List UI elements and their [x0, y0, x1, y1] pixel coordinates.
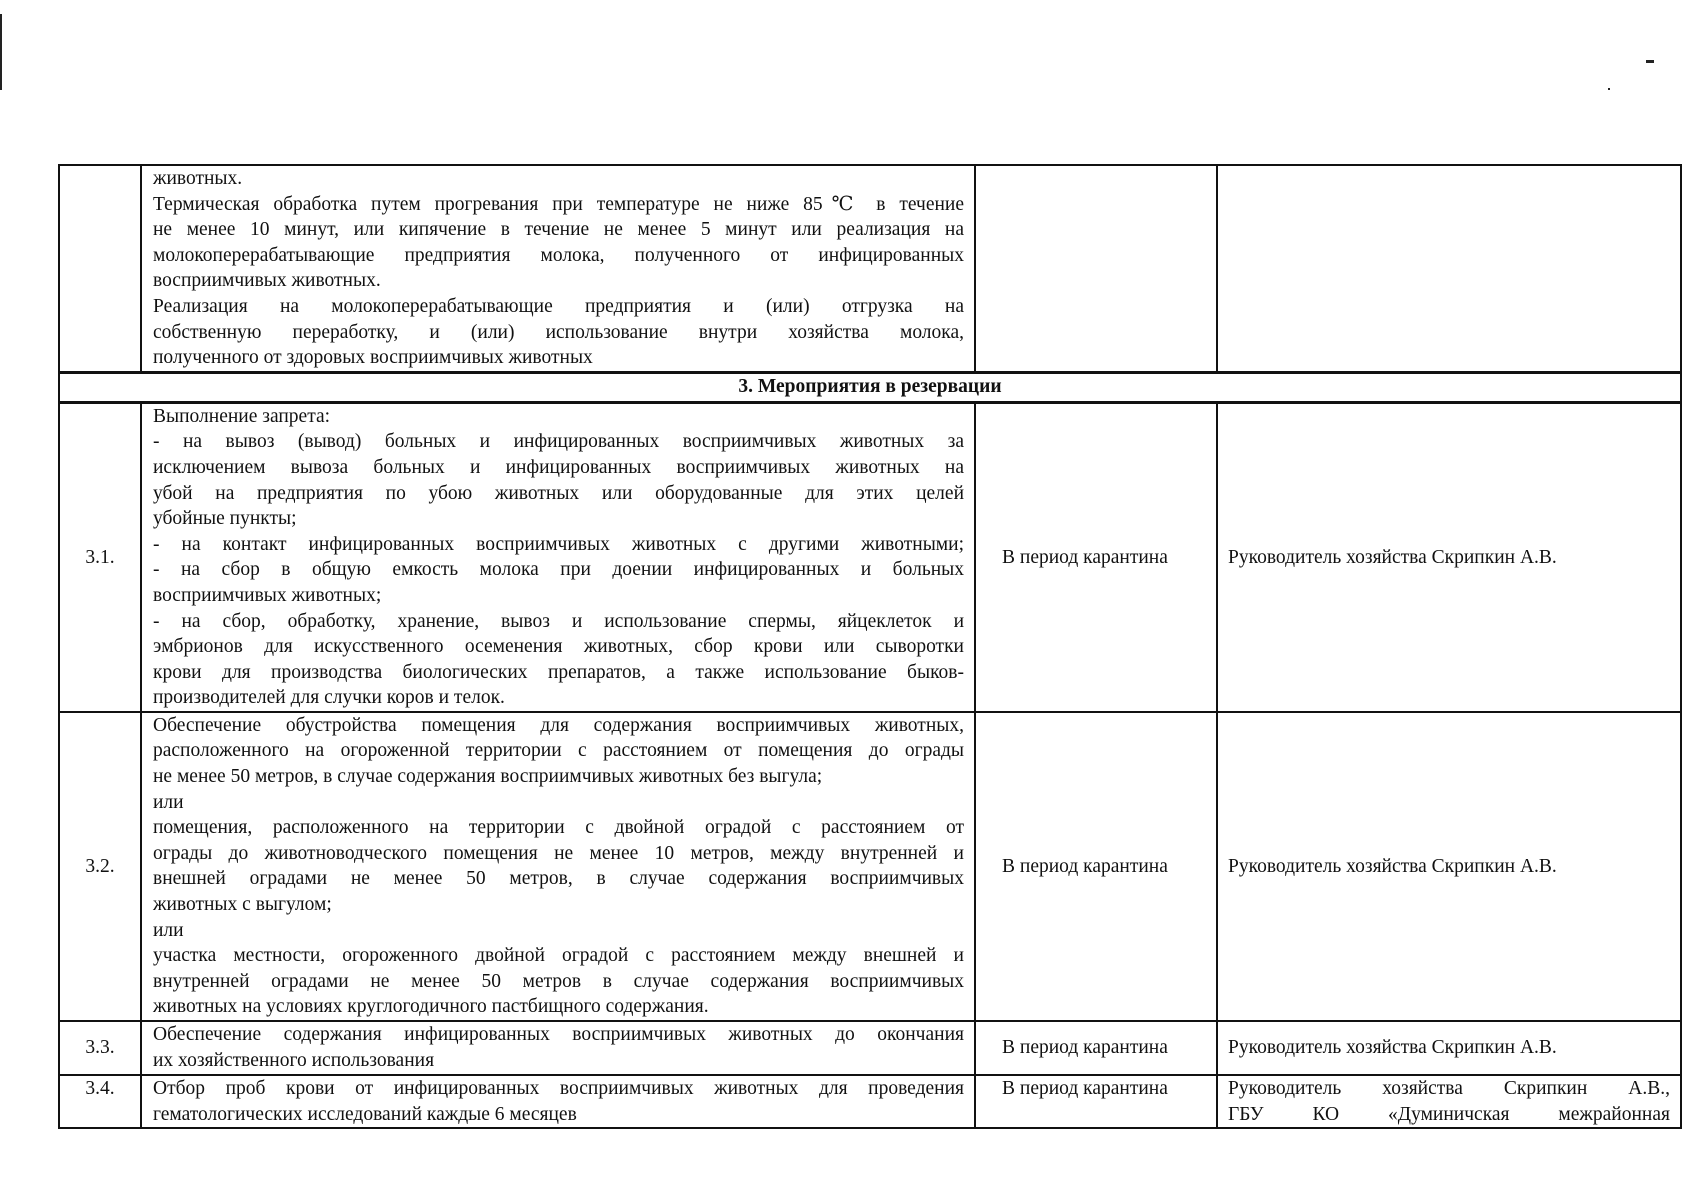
desc-line: их хозяйственного использования	[153, 1049, 435, 1071]
desc-line: помещения, расположенного на территории с двойной оградой с расстоянием от	[153, 817, 964, 839]
scan-mark-dot	[1608, 88, 1610, 90]
desc-line: животных на условиях круглогодичного пастбищного содержания.	[153, 996, 709, 1018]
desc-line: Реализация на молокоперерабатывающие предприятия и (или) отгрузка на	[153, 295, 964, 317]
desc-line: или	[153, 791, 184, 813]
table-row	[59, 1075, 1681, 1128]
desc-line: полученного от здоровых восприимчивых животных	[153, 347, 593, 369]
cell-description	[141, 712, 975, 1021]
cell-term: В период карантина	[975, 1021, 1217, 1075]
scan-mark-left	[0, 14, 2, 90]
desc-line: восприимчивых животных.	[153, 270, 381, 292]
cell-term: В период карантина	[975, 1075, 1217, 1128]
desc-line: производителей для случки коров и телок.	[153, 687, 505, 709]
desc-line: или	[153, 919, 184, 941]
desc-line: - на вывоз (вывод) больных и инфицированных восприимчивых животных за	[153, 431, 964, 453]
desc-line: эмбрионов для искусственного осеменения животных, сбор крови или сыворотки	[153, 636, 964, 658]
desc-line: - на контакт инфицированных восприимчивых животных с другими животными;	[153, 533, 964, 555]
desc-line: - на сбор, обработку, хранение, вывоз и использование спермы, яйцеклеток и	[153, 610, 964, 632]
desc-line: убой на предприятия по убою животных или оборудованные для этих целей	[153, 482, 964, 504]
cell-responsible: Руководитель хозяйства Скрипкин А.В.	[1217, 402, 1681, 712]
table-row-continued	[59, 165, 1681, 372]
desc-line: молокоперерабатывающие предприятия молока, полученного от инфицированных	[153, 244, 964, 266]
table-row	[59, 402, 1681, 712]
desc-line: восприимчивых животных;	[153, 584, 382, 606]
desc-line: Отбор проб крови от инфицированных восприимчивых животных для проведения	[153, 1078, 964, 1099]
desc-line: исключением вывоза больных и инфицированных восприимчивых животных на	[153, 456, 964, 478]
cell-description	[141, 165, 975, 372]
desc-line: внешней оградами не менее 50 метров, в случае содержания восприимчивых	[153, 868, 964, 890]
measures-table	[58, 164, 1682, 1129]
desc-line: Выполнение запрета:	[153, 405, 331, 427]
cell-responsible-empty	[1217, 165, 1681, 372]
section-title: 3. Мероприятия в резервации	[59, 372, 1681, 402]
desc-line: животных с выгулом;	[153, 894, 332, 916]
desc-line: собственную переработку, и (или) использование внутри хозяйства молока,	[153, 321, 964, 343]
desc-line: участка местности, огороженного двойной оградой с расстоянием между внешней и	[153, 945, 964, 967]
desc-line: гематологических исследований каждые 6 месяцев	[153, 1103, 577, 1125]
cell-num-empty	[59, 165, 141, 372]
table-row	[59, 712, 1681, 1021]
desc-line: Обеспечение обустройства помещения для содержания восприимчивых животных,	[153, 714, 964, 736]
cell-description	[141, 402, 975, 712]
table-row	[59, 1021, 1681, 1075]
desc-line: - на сбор в общую емкость молока при доении инфицированных и больных	[153, 559, 964, 581]
row-number: 3.1.	[59, 402, 141, 712]
responsible-line: ГБУ КО «Думиничская межрайонная	[1228, 1103, 1670, 1125]
row-number: 3.4.	[59, 1075, 141, 1128]
cell-responsible: Руководитель хозяйства Скрипкин А.В.	[1217, 1021, 1681, 1075]
cell-term-empty	[975, 165, 1217, 372]
section-header-row	[59, 372, 1681, 402]
cell-description	[141, 1021, 975, 1075]
desc-line: крови для производства биологических препаратов, а также использование быков-	[153, 661, 964, 683]
desc-line: убойные пункты;	[153, 508, 297, 530]
row-number: 3.3.	[59, 1021, 141, 1075]
desc-line: Обеспечение содержания инфицированных восприимчивых животных до окончания	[153, 1024, 964, 1045]
cell-term: В период карантина	[975, 402, 1217, 712]
responsible-line: Руководитель хозяйства Скрипкин А.В.,	[1228, 1078, 1670, 1099]
scan-mark-dash	[1646, 60, 1654, 63]
desc-line: Термическая обработка путем прогревания при температуре не ниже 85℃ в течение	[153, 193, 964, 215]
desc-line: расположенного на огороженной территории с расстоянием от помещения до ограды	[153, 740, 964, 762]
desc-line: внутренней оградами не менее 50 метров в случае содержания восприимчивых	[153, 970, 964, 992]
cell-responsible	[1217, 1075, 1681, 1128]
desc-line: не менее 10 минут, или кипячение в течение не менее 5 минут или реализация на	[153, 219, 964, 241]
desc-line: не менее 50 метров, в случае содержания восприимчивых животных без выгула;	[153, 766, 823, 788]
row-number: 3.2.	[59, 712, 141, 1021]
cell-responsible: Руководитель хозяйства Скрипкин А.В.	[1217, 712, 1681, 1021]
cell-description	[141, 1075, 975, 1128]
desc-line: ограды до животноводческого помещения не менее 10 метров, между внутренней и	[153, 842, 964, 864]
cell-term: В период карантина	[975, 712, 1217, 1021]
desc-line: животных.	[153, 168, 243, 189]
